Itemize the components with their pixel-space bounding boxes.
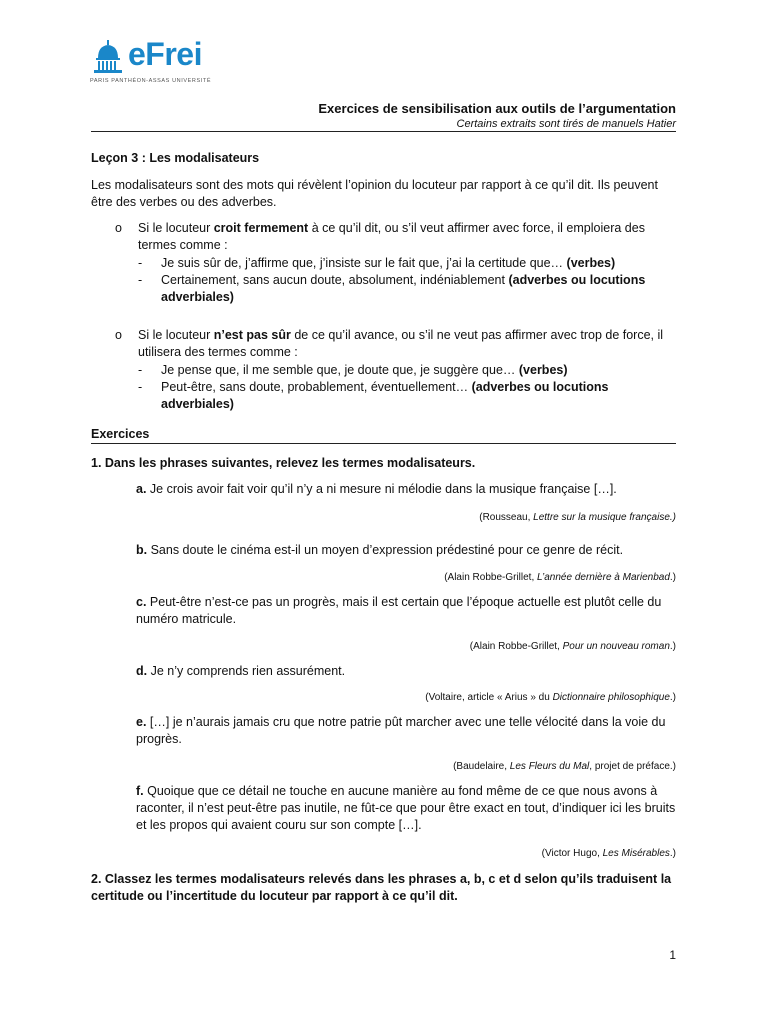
exercises-divider: [91, 443, 676, 444]
source-work: Pour un nouveau roman: [562, 641, 670, 652]
question-1: 1. Dans les phrases suivantes, relevez les termes modalisateurs.: [91, 456, 476, 470]
sub-item-category: (verbes): [518, 363, 568, 377]
source-work: Dictionnaire philosophique: [552, 692, 670, 703]
exercise-sentence-b: [136, 542, 676, 559]
sub-item-category: (adverbes ou locutions adverbiales): [161, 380, 609, 411]
sub-item: [138, 362, 675, 379]
source-work: Les Misérables: [602, 848, 670, 859]
exercise-letter: e.: [136, 715, 147, 729]
exercise-text: Je n’y comprends rien assurément.: [147, 664, 346, 678]
dash-bullet: -: [138, 363, 143, 377]
source-text: .): [669, 641, 676, 652]
exercise-sentence-a: [136, 481, 676, 498]
question-2: 2. Classez les termes modalisateurs relevés dans les phrases a, b, c et d selon qu’ils traduisent la certitude ou l’incertitude du locuteur par rapport à ce qu’il dit.: [91, 872, 672, 903]
exercise-source-e: [453, 758, 676, 775]
source-text: (Rousseau,: [479, 512, 534, 523]
sub-item-category: (verbes): [566, 256, 616, 270]
sub-item: [138, 255, 675, 272]
sub-item-text: Je pense que, il me semble que, je doute que, je suggère que…: [161, 363, 519, 377]
list-bullet: o: [115, 221, 122, 235]
header-divider: [91, 131, 676, 132]
sub-item: [138, 272, 675, 306]
sub-item-text: Peut-être, sans doute, probablement, éventuellement…: [161, 380, 472, 394]
source-text: .): [669, 848, 676, 859]
source-work: Les Fleurs du Mal: [509, 761, 590, 772]
exercise-sentence-e: [136, 714, 676, 748]
exercise-text: Peut-être n’est-ce pas un progrès, mais il est certain que l’époque actuelle est plutôt celle du numéro matricule.: [136, 595, 662, 626]
exercise-letter: f.: [136, 784, 144, 798]
exercise-text: Quoique que ce détail ne touche en aucune manière au fond même de ce que nous avons à raconter, il n’est peut-être pas inutile, ne fût-ce que pour être exact en tout, d’indiquer ici les bruits et les propos qui avaient couru sur son compte […].: [136, 784, 676, 832]
exercise-letter: a.: [136, 482, 147, 496]
source-text: (Baudelaire,: [453, 761, 510, 772]
sub-item-category: (adverbes ou locutions adverbiales): [161, 273, 646, 304]
source-text: , projet de préface.): [589, 761, 676, 772]
exercise-text: Sans doute le cinéma est-il un moyen d’expression prédestiné pour ce genre de récit.: [147, 543, 624, 557]
source-work: Lettre sur la musique française.): [533, 512, 676, 523]
dash-bullet: -: [138, 273, 143, 287]
list-item-certainty: [115, 220, 675, 306]
source-text: (Alain Robbe-Grillet,: [469, 641, 563, 652]
source-text: .): [669, 692, 676, 703]
logo-tagline: PARIS PANTHÉON-ASSAS UNIVERSITÉ: [90, 78, 212, 84]
dash-bullet: -: [138, 256, 143, 270]
list-item-uncertainty: [115, 327, 675, 413]
list-emphasis: n’est pas sûr: [213, 328, 291, 342]
exercise-text: Je crois avoir fait voir qu’il n’y a ni mesure ni mélodie dans la musique française […].: [146, 482, 617, 496]
sub-item-text: Je suis sûr de, j’affirme que, j’insiste sur le fait que, j’ai la certitude que…: [161, 256, 567, 270]
page-number: 1: [669, 948, 676, 962]
list-text: à ce qu’il dit, ou s’il veut affirmer avec force, il emploiera des termes comme :: [138, 221, 645, 252]
list-bullet: o: [115, 328, 122, 342]
list-text: de ce qu’il avance, ou s’il ne veut pas affirmer avec trop de force, il utilisera des termes comme :: [138, 328, 664, 359]
source-text: (Voltaire, article « Arius » du: [425, 692, 553, 703]
list-text: Si le locuteur: [138, 328, 214, 342]
list-text: Si le locuteur: [138, 221, 214, 235]
source-text: .): [669, 572, 676, 583]
exercise-letter: d.: [136, 664, 148, 678]
sub-item-text: Certainement, sans aucun doute, absolument, indéniablement: [161, 273, 509, 287]
source-text: (Alain Robbe-Grillet,: [444, 572, 537, 583]
source-text: (Victor Hugo,: [541, 848, 603, 859]
lesson-title: Leçon 3 : Les modalisateurs: [91, 151, 260, 165]
exercise-source-c: [470, 638, 676, 655]
efrei-logo: [90, 36, 230, 86]
dash-bullet: -: [138, 380, 143, 394]
exercise-source-a: [479, 509, 676, 526]
pantheon-dome-icon: [90, 40, 126, 76]
exercise-sentence-d: [136, 663, 676, 680]
lesson-intro: Les modalisateurs sont des mots qui révèlent l’opinion du locuteur par rapport à ce qu’il dit. Ils peuvent être des verbes ou des adverbes.: [91, 178, 658, 209]
sub-item: [138, 379, 675, 413]
document-title: Exercices de sensibilisation aux outils de l’argumentation: [318, 101, 676, 116]
document-subtitle: Certains extraits sont tirés de manuels Hatier: [456, 118, 676, 130]
logo-wordmark: eFrei: [128, 36, 202, 72]
exercise-sentence-f: [136, 783, 676, 834]
exercise-source-b: [444, 569, 676, 586]
exercise-source-f: [542, 845, 676, 862]
source-work: L’année dernière à Marienbad: [537, 572, 670, 583]
exercise-letter: b.: [136, 543, 148, 557]
exercise-text: […] je n’aurais jamais cru que notre patrie pût marcher avec une telle vélocité dans la voie du progrès.: [136, 715, 666, 746]
exercise-source-d: [425, 689, 676, 706]
list-emphasis: croit fermement: [213, 221, 309, 235]
exercises-heading: Exercices: [91, 427, 150, 441]
exercise-sentence-c: [136, 594, 676, 628]
exercise-letter: c.: [136, 595, 147, 609]
